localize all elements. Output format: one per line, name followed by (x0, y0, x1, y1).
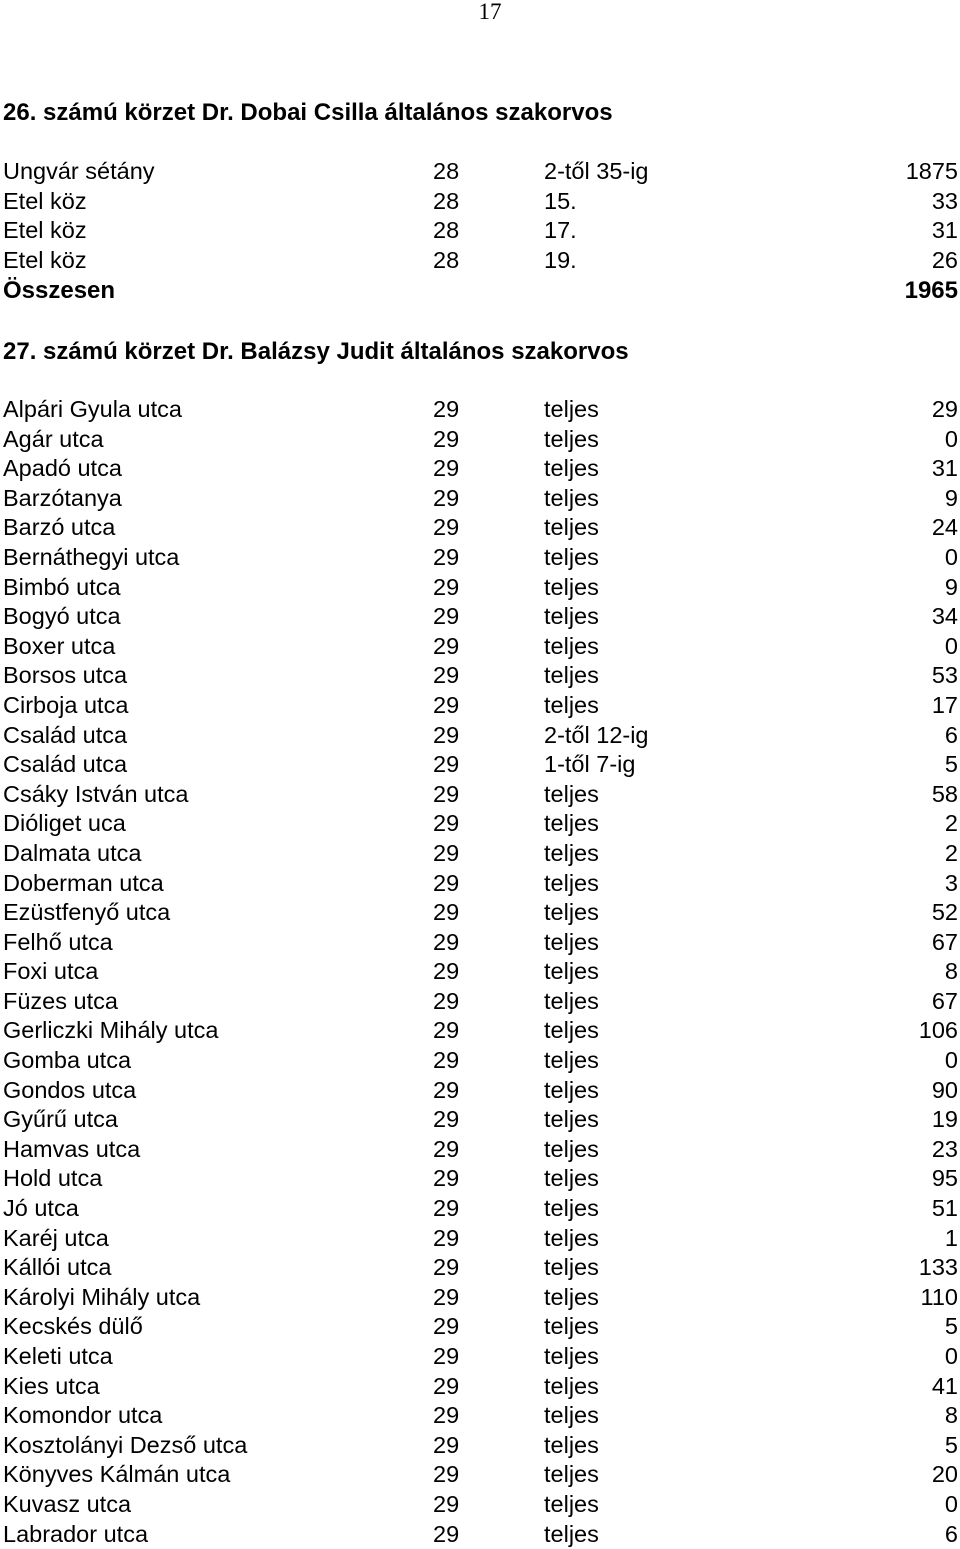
district-number: 29 (433, 928, 460, 955)
table-row (0, 1253, 960, 1283)
table-row (0, 1135, 960, 1165)
table-row (0, 1076, 960, 1106)
table-row (0, 246, 960, 276)
resident-count: 31 (931, 217, 958, 244)
house-range: teljes (544, 780, 599, 807)
district-number: 29 (433, 1017, 460, 1044)
house-range: teljes (544, 987, 599, 1014)
district-number: 29 (433, 662, 460, 689)
district-number: 29 (433, 1076, 460, 1103)
resident-count: 2 (944, 810, 958, 837)
table-row (0, 1105, 960, 1135)
resident-count: 17 (931, 691, 958, 718)
district-number: 29 (433, 691, 460, 718)
street-name: Barzótanya (3, 484, 122, 511)
total-label: Összesen (3, 277, 116, 304)
house-range: teljes (544, 1017, 599, 1044)
table-row (0, 1490, 960, 1520)
street-name: Bimbó utca (3, 573, 121, 600)
district-number: 29 (433, 1520, 460, 1547)
house-range: teljes (544, 691, 599, 718)
street-name: Bogyó utca (3, 603, 121, 630)
table-row (0, 513, 960, 543)
table-row (0, 898, 960, 928)
house-range: teljes (544, 1195, 599, 1222)
page-number: 17 (478, 0, 502, 24)
section-heading-26: 26. számú körzet Dr. Dobai Csilla általános szakorvos (3, 99, 613, 126)
district-number: 29 (433, 396, 460, 422)
resident-count: 8 (944, 958, 958, 985)
resident-count: 9 (944, 484, 958, 511)
district-number: 29 (433, 1372, 460, 1399)
street-name: Gyűrű utca (3, 1106, 118, 1133)
table-row (0, 1224, 960, 1254)
table-row (0, 809, 960, 839)
street-name: Hamvas utca (3, 1135, 141, 1162)
district-number: 29 (433, 1313, 460, 1340)
table-row (0, 1401, 960, 1431)
house-range: teljes (544, 869, 599, 896)
street-name: Bernáthegyi utca (3, 543, 180, 570)
resident-count: 34 (931, 603, 958, 630)
house-range: teljes (544, 484, 599, 511)
resident-count: 5 (944, 1313, 958, 1340)
house-range: teljes (544, 603, 599, 630)
house-range: teljes (544, 839, 599, 866)
house-range: 15. (544, 187, 577, 214)
house-range: teljes (544, 1165, 599, 1192)
resident-count: 20 (931, 1461, 958, 1488)
resident-count: 67 (931, 928, 958, 955)
table-row (0, 395, 960, 425)
street-name: Ezüstfenyő utca (3, 899, 171, 926)
table-row (0, 157, 960, 187)
resident-count: 58 (931, 780, 958, 807)
district-number: 29 (433, 987, 460, 1014)
district-number: 29 (433, 839, 460, 866)
street-name: Etel köz (3, 187, 87, 214)
resident-count: 26 (931, 246, 958, 273)
table-row (0, 661, 960, 691)
street-name: Kecskés dülő (3, 1313, 143, 1340)
district-number: 29 (433, 1431, 460, 1458)
street-name: Kállói utca (3, 1254, 112, 1281)
table-row (0, 1312, 960, 1342)
resident-count: 2 (944, 839, 958, 866)
resident-count: 52 (931, 899, 958, 926)
house-range: teljes (544, 1313, 599, 1340)
house-range: teljes (544, 573, 599, 600)
district-number: 29 (433, 1047, 460, 1074)
district-number: 29 (433, 1461, 460, 1488)
resident-count: 53 (931, 662, 958, 689)
house-range: teljes (544, 1254, 599, 1281)
house-range: teljes (544, 1283, 599, 1310)
street-name: Család utca (3, 721, 128, 748)
street-name: Agár utca (3, 425, 104, 452)
resident-count: 6 (944, 1520, 958, 1547)
district-number: 29 (433, 425, 460, 452)
district-number: 29 (433, 455, 460, 482)
house-range: teljes (544, 899, 599, 926)
street-name: Kuvasz utca (3, 1490, 132, 1517)
district-number: 29 (433, 780, 460, 807)
street-name: Keleti utca (3, 1343, 113, 1369)
district-number: 28 (433, 158, 460, 184)
resident-count: 23 (931, 1135, 958, 1162)
table-row (0, 1194, 960, 1224)
street-name: Csáky István utca (3, 780, 189, 807)
district-number: 29 (433, 543, 460, 570)
house-range: teljes (544, 396, 599, 422)
resident-count: 31 (931, 455, 958, 482)
house-range: 2-től 35-ig (544, 158, 649, 184)
house-range: 2-től 12-ig (544, 721, 649, 748)
resident-count: 0 (944, 632, 958, 659)
house-range: teljes (544, 1047, 599, 1074)
house-range: teljes (544, 632, 599, 659)
district-number: 29 (433, 1283, 460, 1310)
table-row (0, 1016, 960, 1046)
resident-count: 67 (931, 987, 958, 1014)
table-row (0, 573, 960, 603)
district-number: 29 (433, 1343, 460, 1369)
district-number: 29 (433, 514, 460, 541)
district-number: 29 (433, 632, 460, 659)
table-row (0, 187, 960, 217)
street-name: Cirboja utca (3, 691, 129, 718)
resident-count: 5 (944, 1431, 958, 1458)
house-range: 1-től 7-ig (544, 751, 636, 778)
district-number: 29 (433, 751, 460, 778)
district-number: 29 (433, 573, 460, 600)
street-name: Felhő utca (3, 928, 113, 955)
house-range: teljes (544, 1431, 599, 1458)
street-name: Jó utca (3, 1195, 79, 1222)
house-range: teljes (544, 810, 599, 837)
district-number: 29 (433, 958, 460, 985)
resident-count: 24 (931, 514, 958, 541)
house-range: teljes (544, 1461, 599, 1488)
street-name: Család utca (3, 751, 128, 778)
table-row (0, 1431, 960, 1461)
total-count: 1965 (904, 277, 958, 304)
street-name: Gerliczki Mihály utca (3, 1017, 219, 1044)
district-number: 29 (433, 721, 460, 748)
house-range: teljes (544, 1372, 599, 1399)
district-number: 28 (433, 246, 460, 273)
street-name: Etel köz (3, 246, 87, 273)
house-range: teljes (544, 1224, 599, 1251)
resident-count: 0 (944, 1343, 958, 1369)
district-number: 29 (433, 1165, 460, 1192)
resident-count: 1 (944, 1224, 958, 1251)
resident-count: 3 (944, 869, 958, 896)
district-number: 29 (433, 899, 460, 926)
house-range: teljes (544, 1490, 599, 1517)
street-name: Kosztolányi Dezső utca (3, 1431, 248, 1458)
table-row (0, 928, 960, 958)
address-list-27 (0, 395, 960, 1549)
street-name: Gondos utca (3, 1076, 137, 1103)
resident-count: 0 (944, 425, 958, 452)
house-range: teljes (544, 1106, 599, 1133)
table-row (0, 602, 960, 632)
table-row (0, 1372, 960, 1402)
table-row (0, 750, 960, 780)
district-number: 29 (433, 869, 460, 896)
district-number: 29 (433, 1135, 460, 1162)
table-row (0, 484, 960, 514)
house-range: teljes (544, 1135, 599, 1162)
district-number: 29 (433, 603, 460, 630)
table-row (0, 691, 960, 721)
resident-count: 133 (918, 1254, 958, 1281)
section-heading-27: 27. számú körzet Dr. Balázsy Judit általános szakorvos (3, 338, 629, 365)
street-name: Füzes utca (3, 987, 118, 1014)
street-name: Labrador utca (3, 1520, 149, 1547)
house-range: 19. (544, 246, 577, 273)
table-row (0, 216, 960, 246)
district-number: 29 (433, 1254, 460, 1281)
table-row (0, 1520, 960, 1549)
street-name: Karéj utca (3, 1224, 109, 1251)
street-name: Borsos utca (3, 662, 128, 689)
resident-count: 41 (931, 1372, 958, 1399)
resident-count: 5 (944, 751, 958, 778)
table-row (0, 987, 960, 1017)
district-number: 29 (433, 1490, 460, 1517)
house-range: teljes (544, 1076, 599, 1103)
district-number: 28 (433, 217, 460, 244)
table-row (0, 780, 960, 810)
resident-count: 0 (944, 1490, 958, 1517)
street-name: Károlyi Mihály utca (3, 1283, 201, 1310)
street-name: Apadó utca (3, 455, 122, 482)
table-row (0, 1283, 960, 1313)
house-range: teljes (544, 514, 599, 541)
house-range: teljes (544, 455, 599, 482)
street-name: Könyves Kálmán utca (3, 1461, 231, 1488)
table-row (0, 543, 960, 573)
resident-count: 6 (944, 721, 958, 748)
house-range: 17. (544, 217, 577, 244)
street-name: Gomba utca (3, 1047, 132, 1074)
resident-count: 8 (944, 1402, 958, 1429)
resident-count: 1875 (905, 158, 958, 184)
resident-count: 29 (931, 396, 958, 422)
total-row (0, 276, 960, 306)
house-range: teljes (544, 958, 599, 985)
table-row (0, 1046, 960, 1076)
district-number: 29 (433, 1106, 460, 1133)
resident-count: 33 (931, 187, 958, 214)
resident-count: 0 (944, 1047, 958, 1074)
resident-count: 51 (931, 1195, 958, 1222)
house-range: teljes (544, 1520, 599, 1547)
district-number: 29 (433, 810, 460, 837)
street-name: Alpári Gyula utca (3, 396, 182, 422)
street-name: Barzó utca (3, 514, 116, 541)
street-name: Hold utca (3, 1165, 103, 1192)
street-name: Boxer utca (3, 632, 116, 659)
table-row (0, 957, 960, 987)
street-name: Dióliget uca (3, 810, 126, 837)
district-number: 29 (433, 484, 460, 511)
table-row (0, 839, 960, 869)
district-number: 29 (433, 1402, 460, 1429)
district-number: 29 (433, 1195, 460, 1222)
resident-count: 106 (918, 1017, 958, 1044)
resident-count: 110 (920, 1283, 958, 1310)
resident-count: 95 (931, 1165, 958, 1192)
house-range: teljes (544, 928, 599, 955)
house-range: teljes (544, 662, 599, 689)
table-row (0, 632, 960, 662)
district-number: 29 (433, 1224, 460, 1251)
resident-count: 9 (944, 573, 958, 600)
table-row (0, 1342, 960, 1372)
table-row (0, 721, 960, 751)
address-list-26 (0, 157, 960, 275)
resident-count: 90 (931, 1076, 958, 1103)
table-row (0, 425, 960, 455)
street-name: Komondor utca (3, 1402, 163, 1429)
street-name: Kies utca (3, 1372, 100, 1399)
house-range: teljes (544, 1343, 599, 1369)
street-name: Etel köz (3, 217, 87, 244)
table-row (0, 1164, 960, 1194)
house-range: teljes (544, 1402, 599, 1429)
resident-count: 19 (931, 1106, 958, 1133)
street-name: Doberman utca (3, 869, 164, 896)
resident-count: 0 (944, 543, 958, 570)
table-row (0, 1460, 960, 1490)
street-name: Dalmata utca (3, 839, 142, 866)
table-row (0, 454, 960, 484)
house-range: teljes (544, 425, 599, 452)
table-row (0, 869, 960, 899)
street-name: Ungvár sétány (3, 158, 155, 184)
street-name: Foxi utca (3, 958, 99, 985)
district-number: 28 (433, 187, 460, 214)
house-range: teljes (544, 543, 599, 570)
